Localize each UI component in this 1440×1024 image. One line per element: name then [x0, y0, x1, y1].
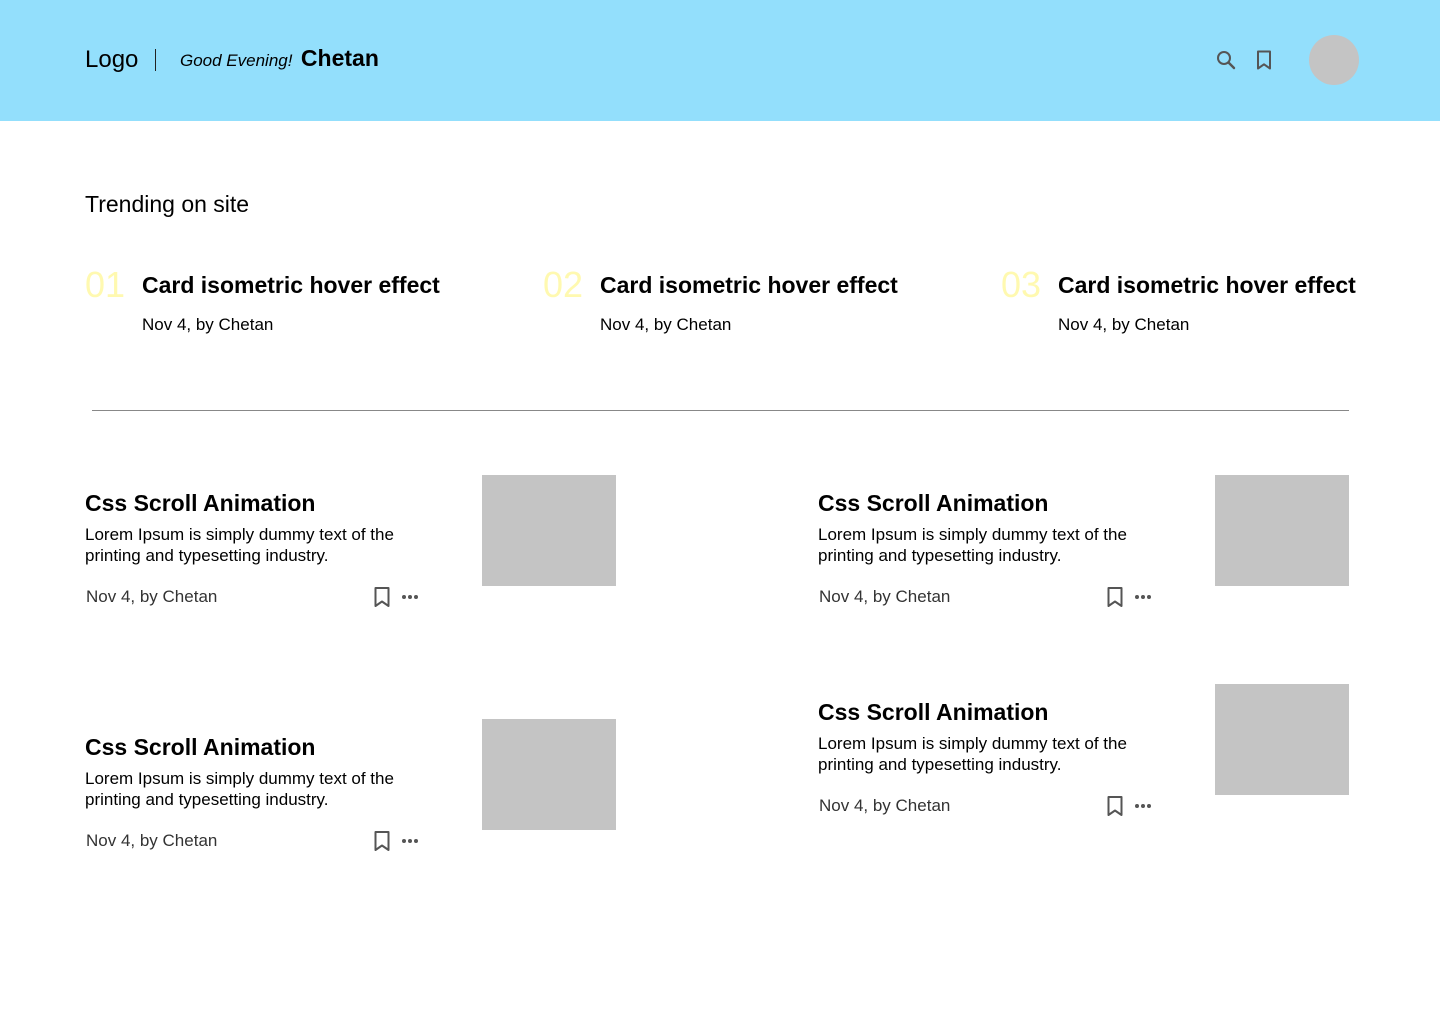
- article-thumbnail[interactable]: [482, 475, 616, 586]
- logo[interactable]: Logo: [85, 46, 139, 73]
- trending-item-title[interactable]: Card isometric hover effect: [600, 272, 898, 298]
- trending-title: Trending on site: [85, 191, 250, 217]
- article-meta: Nov 4, by Chetan: [86, 831, 218, 850]
- trending-item-title[interactable]: Card isometric hover effect: [1058, 272, 1356, 298]
- article-excerpt: Lorem Ipsum is simply dummy text of the printing and typesetting industry.: [818, 734, 1127, 774]
- trending-number: 01: [85, 264, 126, 305]
- more-options-icon[interactable]: [399, 829, 421, 853]
- article-title[interactable]: Css Scroll Animation: [818, 490, 1049, 516]
- user-name: Chetan: [300, 45, 379, 71]
- article-title[interactable]: Css Scroll Animation: [85, 490, 316, 516]
- article-thumbnail[interactable]: [1215, 475, 1349, 586]
- trending-item-title[interactable]: Card isometric hover effect: [142, 272, 440, 298]
- header-divider: [155, 49, 156, 71]
- article-title[interactable]: Css Scroll Animation: [85, 734, 316, 760]
- article-excerpt: Lorem Ipsum is simply dummy text of the printing and typesetting industry.: [85, 525, 394, 565]
- trending-item-meta: Nov 4, by Chetan: [142, 315, 274, 334]
- article-meta: Nov 4, by Chetan: [819, 587, 951, 606]
- article-card: [818, 698, 1358, 823]
- trending-number: 03: [1001, 264, 1042, 305]
- bookmark-icon[interactable]: [1104, 585, 1126, 609]
- more-options-icon[interactable]: [1132, 585, 1154, 609]
- more-options-icon[interactable]: [1132, 794, 1154, 818]
- article-excerpt: Lorem Ipsum is simply dummy text of the printing and typesetting industry.: [818, 525, 1127, 565]
- article-meta: Nov 4, by Chetan: [86, 587, 218, 606]
- search-icon[interactable]: [1214, 48, 1238, 72]
- more-options-icon[interactable]: [399, 585, 421, 609]
- article-excerpt: Lorem Ipsum is simply dummy text of the printing and typesetting industry.: [85, 769, 394, 809]
- section-divider: [92, 410, 1349, 411]
- bookmark-icon[interactable]: [1104, 794, 1126, 818]
- article-title[interactable]: Css Scroll Animation: [818, 699, 1049, 725]
- article-card: [818, 489, 1358, 614]
- trending-item-meta: Nov 4, by Chetan: [1058, 315, 1190, 334]
- article-card: [85, 489, 625, 614]
- trending-number: 02: [543, 264, 584, 305]
- avatar[interactable]: [1309, 35, 1359, 85]
- greeting: [180, 45, 379, 72]
- bookmark-icon[interactable]: [371, 829, 393, 853]
- article-card: [85, 733, 625, 858]
- article-thumbnail[interactable]: [1215, 684, 1349, 795]
- top-header: [0, 0, 1440, 121]
- greeting-text: Good Evening!: [180, 51, 293, 70]
- bookmark-icon[interactable]: [1252, 48, 1276, 72]
- bookmark-icon[interactable]: [371, 585, 393, 609]
- trending-item-meta: Nov 4, by Chetan: [600, 315, 732, 334]
- article-meta: Nov 4, by Chetan: [819, 796, 951, 815]
- article-thumbnail[interactable]: [482, 719, 616, 830]
